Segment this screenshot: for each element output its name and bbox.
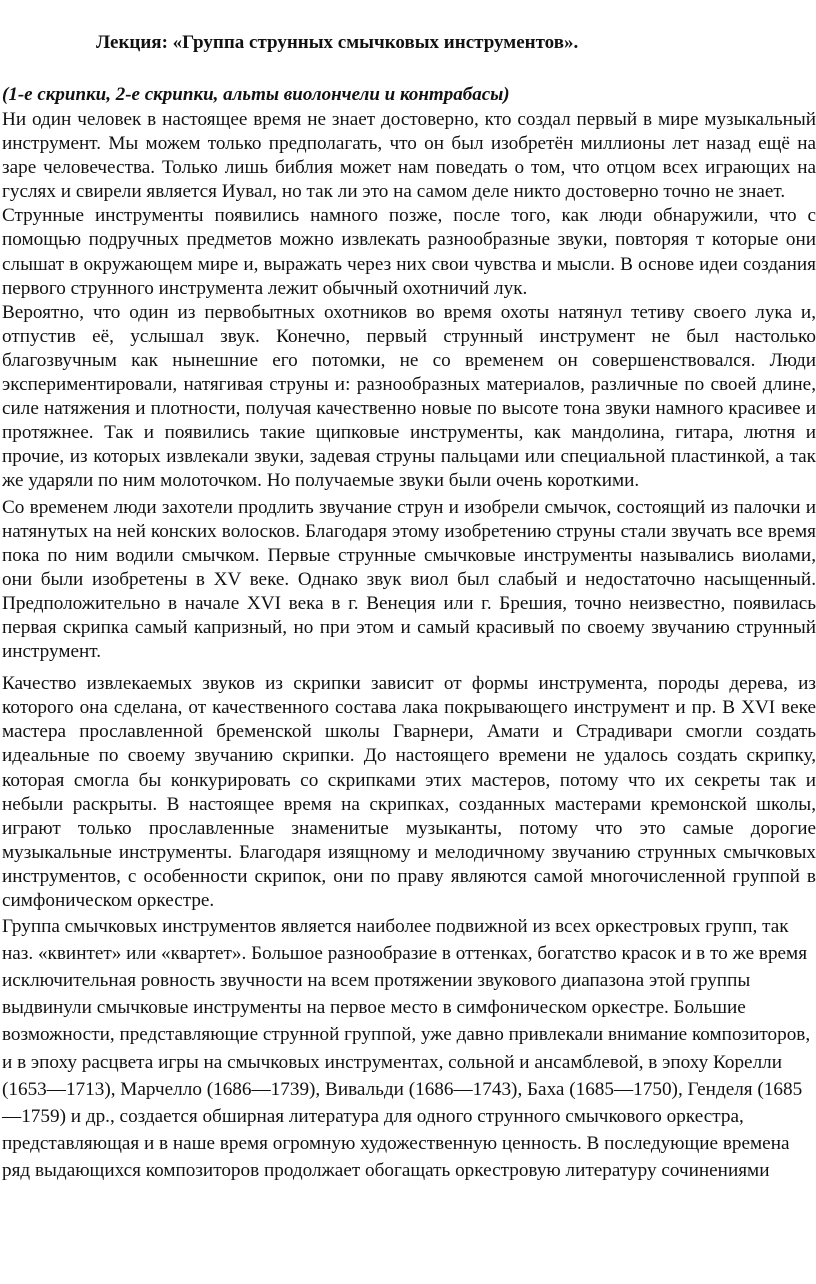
lecture-subtitle: (1-е скрипки, 2-е скрипки, альты виолончели и контрабасы) [2, 84, 510, 105]
lecture-title: Лекция: «Группа струнных смычковых инструментов». [96, 32, 579, 53]
paragraph-origins: Ни один человек в настоящее время не знает достоверно, кто создал первый в мире музыкальный инструмент. Мы можем только предполагать, что он был изобретён миллионы лет назад ещё на заре человечества. Только лишь библия может нам поведать о том, что отцом всех играющих на гуслях и свирели является Иувал, но так ли это на самом деле никто достоверно точно не знает. [2, 109, 816, 203]
document-body [2, 108, 816, 1184]
paragraph-string-instruments: Струнные инструменты появились намного позже, после того, как люди обнаружили, что с помощью подручных предметов можно извлекать разнообразные звуки, повторяя т которые они слышат в окружающем мире и, выражать через них свои чувства и мысли. В основе идеи создания первого струнного инструмента лежит обычный охотничий лук. [2, 205, 816, 299]
paragraph-violin-quality: Качество извлекаемых звуков из скрипки зависит от формы инструмента, породы дерева, из которого она сделана, от качественного состава лака покрывающего инструмент и пр. В XVI веке мастера прославленной бременской школы Гварнери, Амати и Страдивари смогли создать идеальные по своему звучанию скрипки. До настоящего времени не удалось создать скрипку, которая смогла бы конкурировать со скрипками этих мастеров, потому что их секреты так и небыли раскрыты. В настоящее время на скрипках, созданных мастерами кремонской школы, играют только прославленные знаменитые музыканты, потому что это самые дорогие музыкальные инструменты. Благодаря изящному и мелодичному звучанию струнных смычковых инструментов, с особенности скрипок, они по праву являются самой многочисленной группой в симфоническом оркестре. [2, 673, 816, 911]
paragraph-hunters-bow: Вероятно, что один из первобытных охотников во время охоты натянул тетиву своего лука и, отпустив её, услышал звук. Конечно, первый струнный инструмент не был настолько благозвучным как нынешние его потомки, не со временем он совершенствовался. Люди экспериментировали, натягивая струны и: разнообразных материалов, различные по своей длине, силе натяжения и плотности, получая качественно новые по высоте тона звуки намного красивее и протяжнее. Так и появились такие щипковые инструменты, как мандолина, гитара, лютня и прочие, из которых извлекали звуки, задевая струны пальцами или специальной пластинкой, а так же ударяли по ним молоточком. Но получаемые звуки были очень короткими. [2, 301, 816, 492]
paragraph-bow-invention: Со временем люди захотели продлить звучание струн и изобрели смычок, состоящий из палочки и натянутых на ней конских волосков. Благодаря этому изобретению струны стали звучать все время пока по ним водили смычком. Первые струнные смычковые инструменты назывались виолами, они были изобретены в XV веке. Однако звук виол был слабый и недостаточно насыщенный. Предположительно в начале XVI века в г. Венеция или г. Брешия, точно неизвестно, появилась первая скрипка самый капризный, но при этом и самый красивый по своему звучанию струнный инструмент. [2, 496, 816, 663]
paragraph-bowed-group: Группа смычковых инструментов является наиболее подвижной из всех оркестровых групп, так наз. «квинтет» или «квартет». Большое разнообразие в оттенках, богатство красок и в то же время исключительная ровность звучности на всем протяжении звукового диапазона этой группы выдвинули смычковые инструменты на первое место в симфоническом оркестре. Большие возможности, представляющие струнной группой, уже давно привлекали внимание композиторов, и в эпоху расцвета игры на смычковых инструментах, сольной и ансамблевой, в эпоху Корелли (1653—1713), Марчелло (1686—1739), Вивальди (1686—1743), Баха (1685—1750), Генделя (1685—1759) и др., создается обширная литература для одного струнного смычкового оркестра, представляющая и в наше время огромную художественную ценность. В последующие времена ряд выдающихся композиторов продолжает обогащать оркестровую литературу сочинениями [2, 916, 811, 1181]
